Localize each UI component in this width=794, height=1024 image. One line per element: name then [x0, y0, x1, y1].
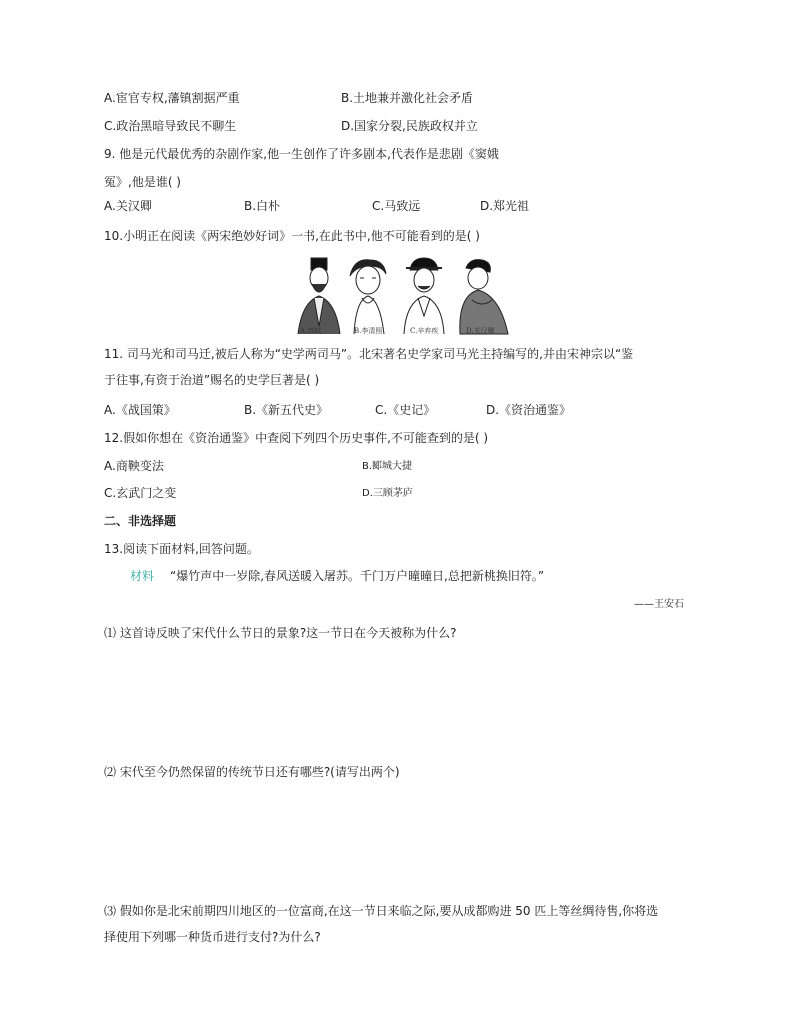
q8-option-d: D.国家分裂,民族政权并立: [341, 119, 478, 133]
portrait-li-qingzhao: [350, 260, 386, 334]
q10-portraits-figure: [294, 256, 516, 338]
q11-stem-line2: 于往事,有资于治道”赐名的史学巨著是( ): [104, 373, 320, 387]
q13-sub1: ⑴ 这首诗反映了宋代什么节日的景象?这一节日在今天被称为什么?: [104, 626, 457, 640]
q12-option-a: A.商鞅变法: [104, 459, 164, 473]
portrait-guan-hanqing: [460, 260, 508, 334]
q13-sub3-line2: 择使用下列哪一种货币进行支付?为什么?: [104, 930, 321, 944]
q13-sub2: ⑵ 宋代至今仍然保留的传统节日还有哪些?(请写出两个): [104, 765, 400, 779]
q9-option-b: B.白朴: [244, 199, 281, 213]
q8-option-c: C.政治黑暗导致民不聊生: [104, 119, 237, 133]
portrait-caption-d: D.关汉卿: [466, 327, 495, 335]
portrait-caption-b: B.李清照: [354, 327, 383, 335]
q11-option-c: C.《史记》: [375, 403, 436, 417]
portrait-caption-c: C.辛弃疾: [410, 327, 439, 335]
q12-stem: 12.假如你想在《资治通鉴》中查阅下列四个历史事件,不可能查到的是( ): [104, 431, 489, 445]
q12-option-b: B.郾城大捷: [362, 461, 413, 472]
q10-stem: 10.小明正在阅读《两宋绝妙好词》一书,在此书中,他不可能看到的是( ): [104, 229, 480, 243]
q8-option-b: B.土地兼并激化社会矛盾: [341, 91, 474, 105]
q9-option-a: A.关汉卿: [104, 199, 152, 213]
portrait-caption-a: A.苏轼: [300, 327, 322, 335]
q11-stem-line1: 11. 司马光和司马迁,被后人称为“史学两司马”。北宋著名史学家司马光主持编写的,并由宋神宗以“鉴: [104, 347, 634, 361]
material-label: 材料: [130, 569, 155, 583]
q12-option-c: C.玄武门之变: [104, 486, 177, 500]
portrait-su-shi: [298, 258, 340, 334]
q13-sub3-line1: ⑶ 假如你是北宋前期四川地区的一位富商,在这一节日来临之际,要从成都购进 50 匹上等丝绸待售,你将选: [104, 904, 659, 918]
section-heading: 二、非选择题: [104, 514, 177, 528]
q9-option-d: D.郑光祖: [480, 199, 530, 213]
q9-stem-line2: 冤》,他是谁( ): [104, 175, 181, 189]
q9-option-c: C.马致远: [372, 199, 421, 213]
q12-option-d: D.三顾茅庐: [362, 488, 413, 499]
material-poem: “爆竹声中一岁除,春风送暖入屠苏。千门万户曈曈日,总把新桃换旧符。”: [170, 569, 545, 583]
q11-option-b: B.《新五代史》: [244, 403, 329, 417]
q11-option-d: D.《资治通鉴》: [486, 403, 572, 417]
q9-stem-line1: 9. 他是元代最优秀的杂剧作家,他一生创作了许多剧本,代表作是悲剧《窦娥: [104, 147, 499, 161]
poem-attribution: ——王安石: [634, 599, 684, 610]
q13-stem: 13.阅读下面材料,回答问题。: [104, 542, 259, 556]
q8-option-a: A.宦官专权,藩镇割据严重: [104, 91, 240, 105]
portrait-xin-qiji: [404, 258, 444, 334]
q11-option-a: A.《战国策》: [104, 403, 176, 417]
